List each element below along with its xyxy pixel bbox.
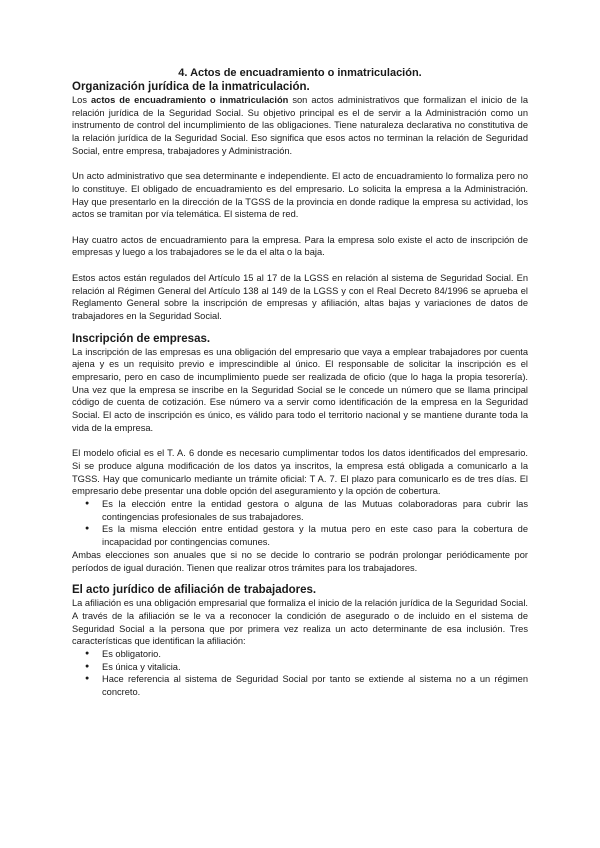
list-item: ● Es obligatorio. [102, 648, 528, 661]
paragraph: Estos actos están regulados del Artículo 15 al 17 de la LGSS en relación al sistema de Seguridad Social. En relación al Régimen General del Artículo 138 al 149 de la LGSS y con el Real Decreto 84/1996 se aprueba el Reglamento General sobre la inscripción de empresas y afiliación, altas bajas y variaciones de datos de trabajadores en la Seguridad Social. [72, 272, 528, 321]
paragraph: Hay cuatro actos de encuadramiento para la empresa. Para la empresa solo existe el acto de inscripción de empresas y luego a los trabajadores se le da el alta o la baja. [72, 234, 528, 258]
bullet-list [72, 648, 528, 699]
paragraph: El modelo oficial es el T. A. 6 donde es necesario cumplimentar todos los datos identificados del empresario. Si se produce alguna modificación de los datos ya inscritos, la empresa está obligada a comunicarlo a la TGSS. Hay que comunicarlo mediante un trámite oficial: T A. 7. El plazo para comunicarlo es de tres días. El empresario debe presentar una doble opción del aseguramiento y la opción de cobertura. [72, 448, 528, 497]
document-title: 4. Actos de encuadramiento o inmatriculación. [178, 67, 422, 79]
list-item: ● Es la misma elección entre entidad gestora y la mutua pero en este caso para la cobertura de incapacidad por contingencias comunes. [102, 523, 528, 548]
paragraph: La inscripción de las empresas es una obligación del empresario que vaya a emplear trabajadores por cuenta ajena y es un requisito previo e imprescindible al único. El responsable de solicitar la inscripción es el empresario, pero en caso de incumplimiento puede ser realizada de oficio (que lo haga la propia tesorería). Una vez que la empresa se inscribe en la Seguridad Social se le concede un número que se llama principal código de cuenta de cotización. Ese número va a servir como identificación de la empresa en la Seguridad Social. El acto de inscripción es único, es válido para todo el territorio nacional y se mantiene durante toda la vida de la empresa. [72, 346, 528, 433]
list-item: ● Es única y vitalicia. [102, 661, 528, 674]
section-heading-inscripcion: Inscripción de empresas. [72, 332, 211, 345]
bullet-list [72, 498, 528, 549]
list-item: ● Es la elección entre la entidad gestora o alguna de las Mutuas colaboradoras para cubrir las contingencias profesionales de sus trabajadores. [102, 498, 528, 523]
section-heading-organizacion: Organización jurídica de la inmatriculación. [72, 81, 310, 93]
paragraph: La afiliación es una obligación empresarial que formaliza el inicio de la relación jurídica de la Seguridad Social. A través de la afiliación se le va a reconocer la condición de asegurado o de incluido en el sistema de Seguridad Social a la persona que por primera vez realiza un acto determinante de esa inclusión. Tres características que identifican la afiliación: [72, 598, 528, 647]
paragraph-text: son actos administrativos que formalizan el inicio de la relación jurídica de la Seguridad Social. Su objetivo principal es el de servir a la Administración como un instrumento de control del incumplimiento de las obligaciones. Tiene naturaleza declarativa no constitutiva de la relación jurídica de la Seguridad Social. Eso significa que esos actos no terminan la relación de Seguridad Social, entre empresa, trabajadores y Administración. [72, 95, 528, 156]
section-heading-afiliacion: El acto jurídico de afiliación de trabajadores. [72, 584, 317, 597]
document-page [72, 66, 528, 699]
paragraph [72, 94, 528, 158]
paragraph: Ambas elecciones son anuales que si no se decide lo contrario se podrán prolongar periódicamente por períodos de igual duración. Tienen que realizar otros trámites para los trabajadores. [72, 549, 528, 573]
paragraph-text: Los [72, 95, 91, 105]
bold-term: actos de encuadramiento o inmatriculación [91, 95, 289, 105]
list-item: ● Hace referencia al sistema de Seguridad Social por tanto se extiende al sistema no a un régimen concreto. [102, 673, 528, 698]
paragraph: Un acto administrativo que sea determinante e independiente. El acto de encuadramiento lo formaliza pero no lo constituye. El obligado de encuadramiento es del empresario. Lo solicita la empresa a la Administración. Hay que presentarlo en la dirección de la TGSS de la provincia en donde radique la empresa su actividad, los actos se tramitan por vía telemática. El sistema de red. [72, 171, 528, 220]
